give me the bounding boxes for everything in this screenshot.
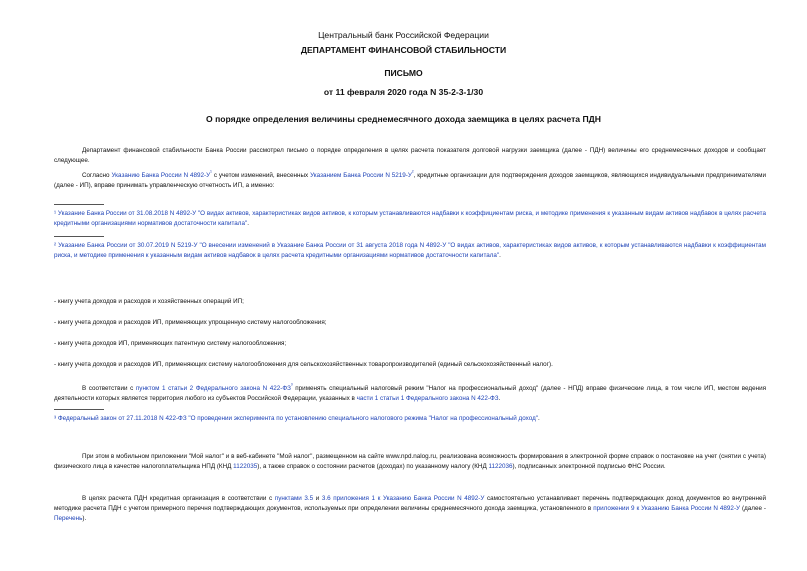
issuer-org: Центральный банк Российской Федерации	[318, 30, 489, 40]
footnote-ref-1[interactable]: ¹	[210, 170, 212, 176]
link-422fz-art2[interactable]: пунктом 1 статьи 2 Федерального закона N 422-ФЗ	[135, 385, 291, 393]
link-knd-1122036[interactable]: 1122036	[488, 463, 513, 470]
footnote-ref-3[interactable]: ³	[290, 383, 293, 389]
link-422fz-art1[interactable]: части 1 статьи 1 Федерального закона N 422-ФЗ	[356, 395, 499, 403]
paragraph-basis: Согласно Указанию Банка России N $4892-У^{^1}$ с учетом изменений, внесенных Указанием Банка России N $5219-У^{^2}$, кредитные организации для подтверждения доходов заемщиков, являющихся индивидуальными предпринимателями (далее - ИП), вправе принимать управленческую отчетность ИП, а именно:	[54, 170, 767, 190]
document-type: ПИСЬМО	[384, 68, 423, 78]
document-subject: О порядке определения величины среднемесячного дохода заемщика в целях расчета ПДН	[206, 114, 601, 124]
document-date-number: от 11 февраля 2020 года N 35-2-3-1/30	[323, 87, 484, 97]
footnote-mark-3: ³	[54, 415, 57, 422]
issuer-department: ДЕПАРТАМЕНТ ФИНАНСОВОЙ СТАБИЛЬНОСТИ	[300, 45, 507, 55]
footnote-separator	[54, 236, 104, 237]
link-ukazanie-5219[interactable]: Указанием Банка России N 5219-У	[310, 172, 412, 180]
list-item: - книгу учета доходов и расходов ИП, применяющих систему налогообложения для сельскохозяйственных товаропроизводителей (единый сельскохозяйственный налог).	[54, 361, 553, 368]
link-appendix-9[interactable]: приложении 9 к Указанию Банка России N 4892-У	[593, 505, 741, 512]
list-item: - книгу учета доходов и расходов и хозяйственных операций ИП;	[54, 298, 244, 305]
footnote-separator	[54, 204, 104, 205]
list-item: - книгу учета доходов и расходов ИП, применяющих упрощенную систему налогообложения;	[54, 319, 327, 326]
footnote-3: ³ Федеральный закон от 27.11.2018 N 422-ФЗ "О проведении эксперимента по установлению специального налогового режима "Налог на профессиональный доход".	[54, 415, 540, 422]
link-knd-1122035[interactable]: 1122035	[233, 463, 258, 470]
link-punkt-3-5[interactable]: пунктами 3.5	[274, 495, 314, 502]
list-item: - книгу учета доходов ИП, применяющих патентную систему налогообложения;	[54, 340, 287, 347]
footnote-1: ¹ Указание Банка России от 31.08.2018 N 4892-У "О видах активов, характеристиках видов активов, к которым устанавливаются надбавки к коэффициентам риска, и методике применения к указанным видам активов надбавок в целях расчета кредитными организациями нормативов достаточности капитала".	[54, 210, 767, 227]
footnote-ref-2[interactable]: ²	[411, 170, 414, 176]
link-punkt-3-6-app1[interactable]: 3.6 приложения 1 к Указанию Банка России N 4892-У	[321, 495, 485, 502]
paragraph-pdn-calculation: В целях расчета ПДН кредитная организация в соответствии с пунктами 3.5 и 3.6 приложения 1 к Указанию Банка России N 4892-У самостоятельно устанавливает перечень подтверждающих доход документов во внутренней методике расчета ПДН с учетом примерного перечня подтверждающих документов, используемых при определении величины среднемесячного дохода заемщика, установленного в приложении 9 к Указанию Банка России N 4892-У (далее - Перечень).	[54, 495, 767, 522]
footnote-mark-2: ²	[54, 242, 57, 249]
footnote-mark-1: ¹	[54, 210, 57, 217]
footnote-2-link[interactable]: Указание Банка России от 30.07.2019 N 5219-У "О внесении изменений в Указание Банка России от 31 августа 2018 года N 4892-У "О видах активов, характеристиках видов активов, к которым устанавливаются надбавки к коэффициентам риска, и методике применения к указанным видам активов надбавок в целях расчета кредитными организациями нормативов достаточности капитала"	[54, 242, 766, 259]
footnote-1-link[interactable]: Указание Банка России от 31.08.2018 N 4892-У "О видах активов, характеристиках видов активов, к которым устанавливаются надбавки к коэффициентам риска, и методике применения к указанным видам активов надбавок в целях расчета кредитными организациями нормативов достаточности капитала"	[54, 210, 767, 227]
footnote-3-link[interactable]: Федеральный закон от 27.11.2018 N 422-ФЗ "О проведении эксперимента по установлению специального налогового режима "Налог на профессиональный доход"	[57, 415, 539, 422]
footnote-separator	[54, 409, 104, 410]
paragraph-intro: Департамент финансовой стабильности Банка России рассмотрел письмо о порядке определения в целях расчета показателя долговой нагрузки заемщика (далее - ПДН) величины его среднемесячных доходов и сообщает следующее.	[54, 147, 766, 164]
link-ukazanie-4892[interactable]: Указанию Банка России N 4892-У	[111, 172, 211, 180]
paragraph-moy-nalog: При этом в мобильном приложении "Мой налог" и в веб-кабинете "Мой налог", размещенном на сайте www.npd.nalog.ru, реализована возможность формирования в электронной форме справок о постановке на учет (снятии с учета) физического лица в качестве налогоплательщика НПД (КНД 1122035), а также справок о состоянии расчетов (доходах) по указанному налогу (КНД 1122036), подписанных электронной подписью ФНС России.	[54, 453, 766, 470]
footnote-2: ² Указание Банка России от 30.07.2019 N 5219-У "О внесении изменений в Указание Банка России от 31 августа 2018 года N 4892-У "О видах активов, характеристиках видов активов, к которым устанавливаются надбавки к коэффициентам риска, и методике применения к указанным видам активов надбавок в целях расчета кредитными организациями нормативов достаточности капитала".	[54, 242, 766, 259]
link-perechen[interactable]: Перечень	[54, 515, 83, 522]
paragraph-npd: В соответствии с пунктом 1 статьи 2 Федерального закона N $422-ФЗ^{^3}$ применять специальный налоговый режим "Налог на профессиональный доход" (далее - НПД) вправе физические лица, в том числе ИП, местом ведения деятельности которых является территория любого из субъектов Российской Федерации, указанных в части 1 статьи 1 Федерального закона N 422-ФЗ.	[54, 383, 767, 403]
